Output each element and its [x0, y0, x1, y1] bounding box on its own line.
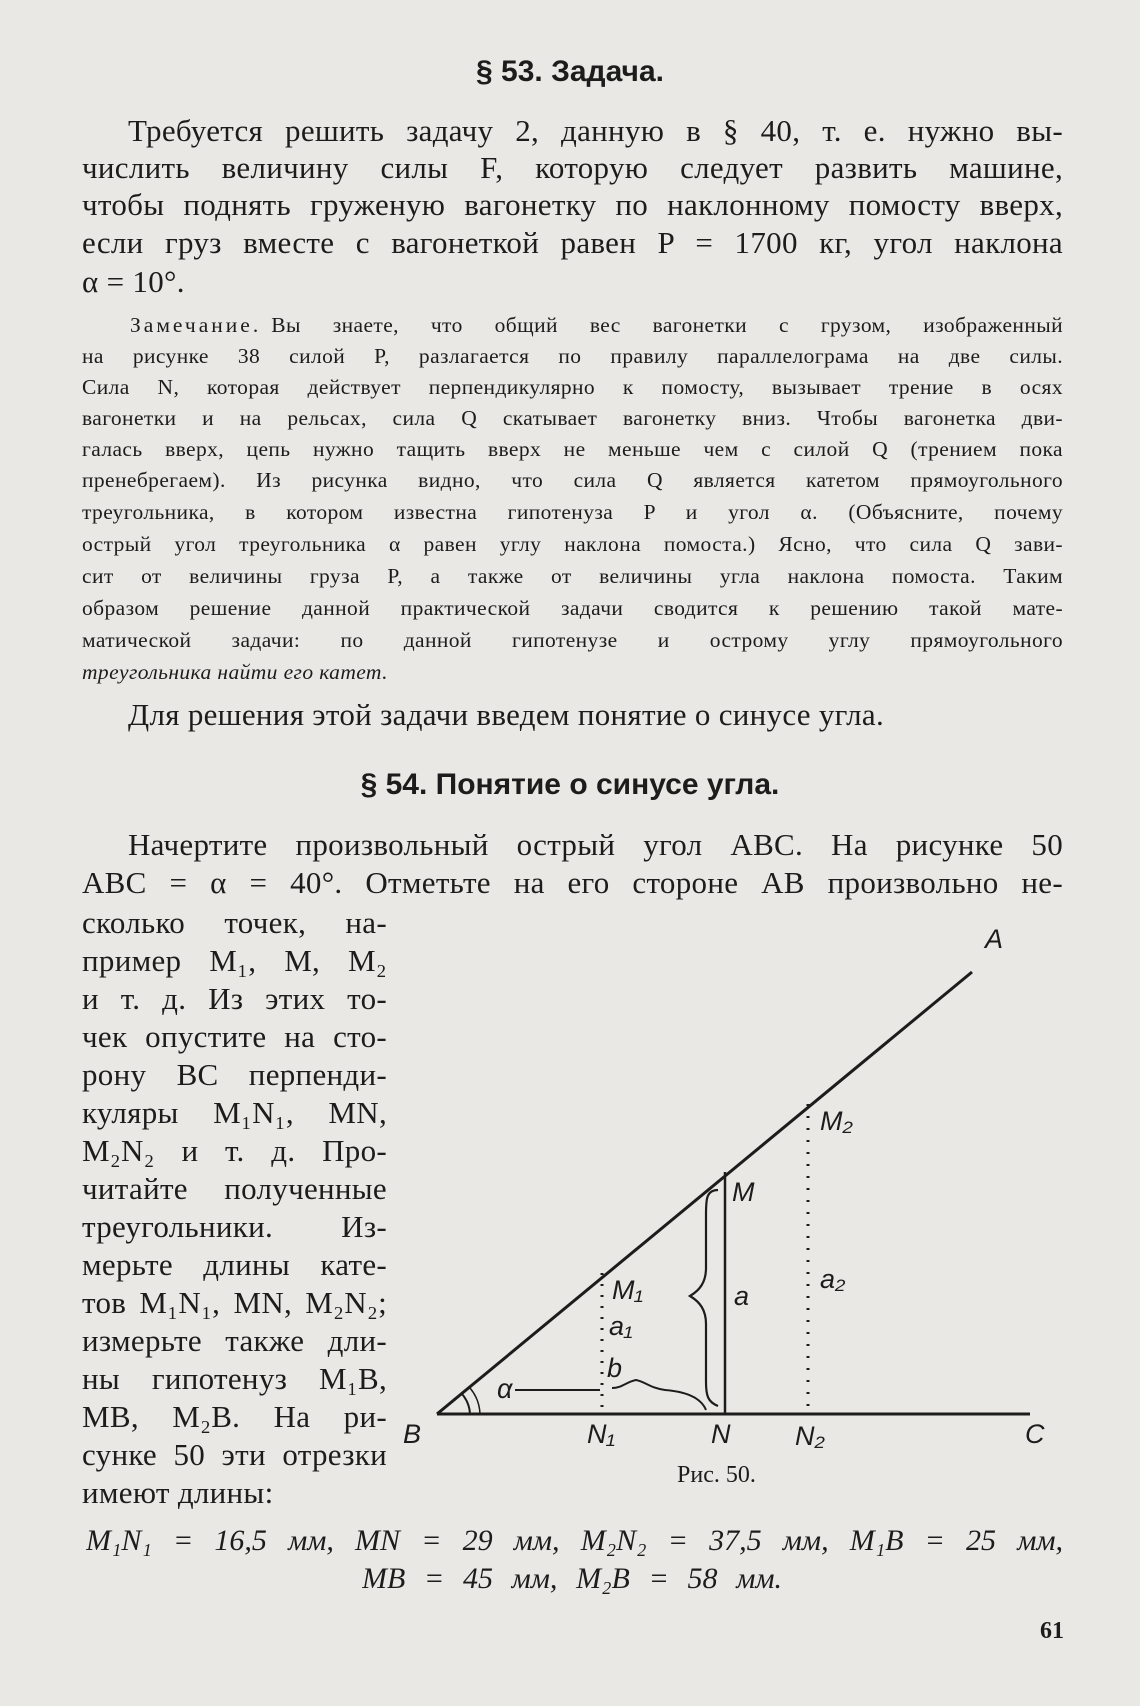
label-a2: a₂	[820, 1264, 846, 1294]
note-line: треугольника, в котором известна гипотенуза P и угол α. (Объясните, почему	[82, 500, 1063, 524]
paragraph-line: числить величину силы F, которую следует развить машине,	[82, 150, 1063, 185]
column-line: M₂N₂ и т. д. Про-	[82, 1133, 387, 1168]
paragraph-line: если груз вместе с вагонеткой равен P = 1700 кг, угол наклона	[82, 225, 1063, 260]
figure-caption: Рис. 50.	[677, 1462, 756, 1488]
formula-line: M₁N₁ = 16,5 мм, MN = 29 мм, M₂N₂ = 37,5 мм, M₁B = 25 мм,	[86, 1524, 1063, 1557]
label-n2: N₂	[795, 1421, 825, 1451]
label-n: N	[711, 1419, 731, 1449]
label-m: M	[732, 1177, 755, 1207]
column-line: куляры M₁N₁, MN,	[82, 1095, 387, 1130]
note-line: острый угол треугольника α равен углу наклона помоста.) Ясно, что сила Q зави-	[82, 532, 1063, 556]
brace-icon	[690, 1190, 718, 1406]
column-line: мерьте длины кате-	[82, 1247, 387, 1282]
label-b: B	[403, 1419, 422, 1449]
note-line: матической задачи: по данной гипотенузе и острому углу прямоугольного	[82, 628, 1063, 652]
column-line: чек опустите на сто-	[82, 1019, 387, 1054]
paragraph-line: чтобы поднять груженую вагонетку по наклонному помосту вверх,	[82, 187, 1063, 222]
line-ba	[437, 972, 972, 1414]
column-line: имеют длины:	[82, 1475, 274, 1510]
column-line: ны гипотенуз M₁B,	[82, 1361, 387, 1396]
intro-line: Начертите произвольный острый угол ABC. На рисунке 50	[128, 827, 1063, 862]
label-n1: N₁	[587, 1419, 616, 1449]
label-a1: a₁	[609, 1311, 633, 1341]
column-line: сколько точек, на-	[82, 905, 387, 940]
section-54-title: § 54. Понятие о синусе угла.	[360, 768, 780, 801]
column-line: сунке 50 эти отрезки	[82, 1437, 387, 1472]
paragraph-line: α = 10°.	[82, 264, 185, 299]
paragraph-line: Требуется решить задачу 2, данную в § 40, т. е. нужно вы-	[128, 113, 1063, 148]
angle-arc	[462, 1394, 470, 1414]
note-line: образом решение данной практической задачи сводится к решению такой мате-	[82, 596, 1063, 620]
small-brace-icon	[612, 1380, 706, 1410]
section-53-closing-line: Для решения этой задачи введем понятие о синусе угла.	[128, 697, 884, 732]
label-a: A	[985, 924, 1004, 954]
column-line: измерьте также дли-	[82, 1323, 387, 1358]
label-m2: M₂	[820, 1106, 853, 1136]
label-alpha: α	[497, 1374, 513, 1404]
column-line: рону BC перпенди-	[82, 1057, 387, 1092]
note-line: вагонетки и на рельсах, сила Q скатывает вагонетку вниз. Чтобы вагонетка дви-	[82, 406, 1063, 430]
column-line: пример M₁, M, M₂	[82, 943, 387, 978]
section-53-title: § 53. Задача.	[476, 55, 664, 88]
column-line: MB, M₂B. На ри-	[82, 1399, 387, 1434]
page-number: 61	[1040, 1618, 1064, 1644]
note-line: пренебрегаем). Из рисунка видно, что сила Q является катетом прямоугольного	[82, 468, 1063, 492]
label-c: C	[1025, 1419, 1045, 1449]
column-line: читайте полученные	[82, 1171, 387, 1206]
note-line: на рисунке 38 силой P, разлагается по правилу параллелограма на две силы.	[82, 344, 1063, 368]
note-line: сит от величины груза P, а также от величины угла наклона помоста. Таким	[82, 564, 1063, 588]
label-b-side: b	[607, 1353, 623, 1383]
note-line: треугольника найти его катет.	[82, 660, 388, 684]
angle-arc-outer	[470, 1388, 480, 1414]
column-line: треугольники. Из-	[82, 1209, 387, 1244]
column-line: и т. д. Из этих то-	[82, 981, 387, 1016]
intro-line: ABC = α = 40°. Отметьте на его стороне AB произвольно не-	[82, 865, 1063, 900]
note-label: Замечание.	[130, 313, 262, 337]
formula-line: MB = 45 мм, M₂B = 58 мм.	[362, 1562, 782, 1595]
note-line: Сила N, которая действует перпендикулярно к помосту, вызывает трение в осях	[82, 375, 1063, 399]
label-m1: M₁	[612, 1275, 644, 1305]
note-line: галась вверх, цепь нужно тащить вверх не меньше чем с силой Q (трением пока	[82, 437, 1063, 461]
label-a-side: a	[734, 1281, 750, 1311]
column-line: тов M₁N₁, MN, M₂N₂;	[82, 1285, 387, 1320]
note-line-text: Вы знаете, что общий вес вагонетки с грузом, изображенный	[271, 313, 1063, 337]
